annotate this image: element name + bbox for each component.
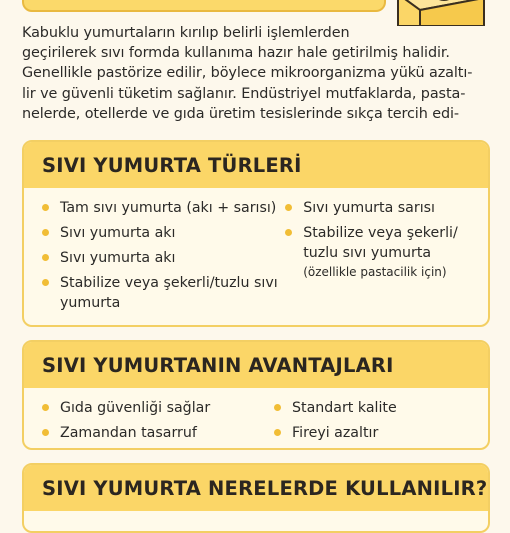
types-list-right <box>285 198 470 318</box>
list-item <box>285 198 470 218</box>
advantages-list-left <box>42 398 274 448</box>
list-item: Standart kalite <box>274 398 464 418</box>
intro-line: geçirilerek sıvı formda kullanıma hazır hale getirilmiş halidir. <box>22 45 450 62</box>
usage-header <box>24 465 488 511</box>
advantages-title: SIVI YUMURTANIN AVANTAJLARI <box>42 353 394 377</box>
list-item <box>285 223 470 281</box>
list-item: Fireyi azaltır <box>274 423 464 443</box>
advantages-header <box>24 342 488 388</box>
types-list-left <box>42 198 285 318</box>
list-item: Sıvı yumurta akı <box>42 223 285 243</box>
list-item: Stabilize veya şekerli/tuzlu sıvı yumurta <box>42 273 285 313</box>
list-item: Zamandan tasarruf <box>42 423 274 443</box>
types-title: SIVI YUMURTA TÜRLERİ <box>42 153 302 177</box>
intro-line: lir ve güvenli tüketim sağlanır. Endüstriyel mutfaklarda, pasta- <box>22 85 466 102</box>
list-item-note: (özellikle pastacilik için) <box>303 265 447 279</box>
advantages-list-right <box>274 398 464 448</box>
list-item: Sıvı yumurta akı <box>42 248 285 268</box>
intro-paragraph <box>22 23 492 124</box>
intro-line: Kabuklu yumurtaların kırılıp belirli işlemlerden <box>22 25 350 41</box>
list-item-text: Stabilize veya şekerli/ tuzlu sıvı yumurta <box>303 225 458 261</box>
usage-title: SIVI YUMURTA NERELERDE KULLANILIR? <box>42 476 488 500</box>
types-header <box>24 142 488 188</box>
usage-card <box>22 463 490 533</box>
intro-line: Genellikle pastörize edilir, böylece mikroorganizma yükü azaltı- <box>22 65 473 82</box>
intro-line: nelerde, otellerde ve gıda üretim tesislerinde sıkça tercih edi- <box>22 105 459 122</box>
top-banner-bar <box>22 0 386 12</box>
list-item-text: Sıvı yumurta sarısı <box>303 200 435 216</box>
advantages-card <box>22 340 490 450</box>
list-item: Tam sıvı yumurta (akı + sarısı) <box>42 198 285 218</box>
types-card <box>22 140 490 327</box>
list-item: Gıda güvenliği sağlar <box>42 398 274 418</box>
